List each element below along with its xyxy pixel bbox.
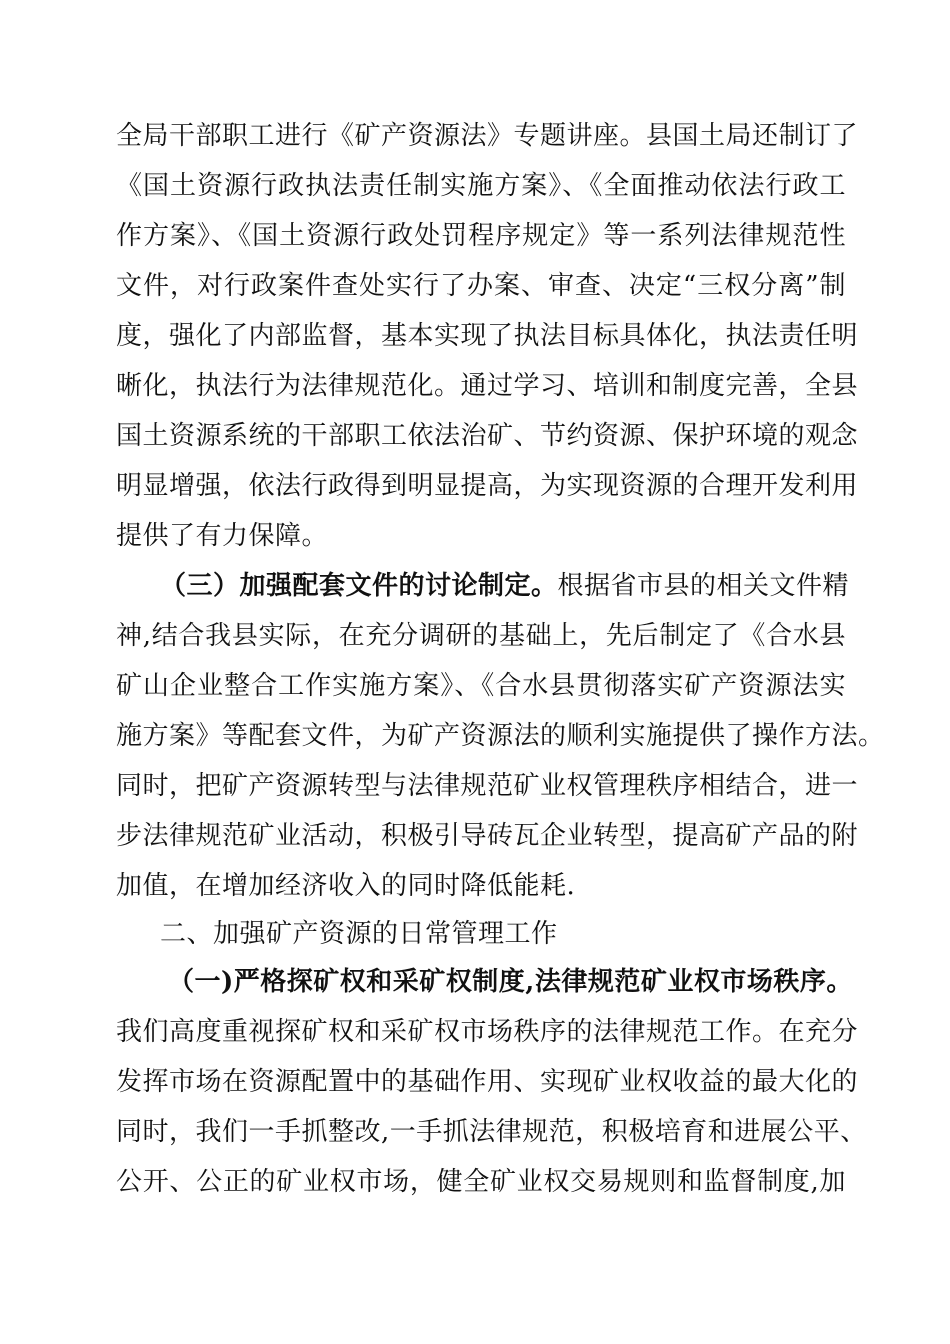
paragraph-line: 提供了有力保障。 (116, 521, 329, 551)
paragraph-line: 步法律规范矿业活动，积极引导砖瓦企业转型，提高矿产品的附 (116, 821, 859, 851)
subsection-heading: （一)严格探矿权和采矿权制度,法律规范矿业权市场秩序。 (168, 967, 853, 997)
paragraph-line: 同时，我们一手抓整改,一手抓法律规范，积极培育和进展公平、 (116, 1117, 867, 1147)
paragraph-line: 度，强化了内部监督，基本实现了执法目标具体化，执法责任明 (116, 321, 859, 351)
paragraph-line: 国土资源系统的干部职工依法治矿、节约资源、保护环境的观念 (116, 421, 859, 451)
paragraph-line: 施方案》等配套文件，为矿产资源法的顺利实施提供了操作方法。 (116, 721, 885, 751)
paragraph-line: 明显增强，依法行政得到明显提高，为实现资源的合理开发利用 (116, 471, 859, 501)
paragraph-line: 文件，对行政案件查处实行了办案、审查、决定“三权分离”制 (116, 271, 846, 301)
paragraph-line: 全局干部职工进行《矿产资源法》专题讲座。县国土局还制订了 (116, 121, 859, 151)
paragraph-line: 神,结合我县实际，在充分调研的基础上，先后制定了《合水县 (116, 621, 846, 651)
paragraph-line: 矿山企业整合工作实施方案》、《合水县贯彻落实矿产资源法实 (116, 671, 846, 701)
paragraph-line: 加值，在增加经济收入的同时降低能耗. (116, 871, 576, 901)
part-heading: 二、加强矿产资源的日常管理工作 (160, 919, 558, 949)
paragraph-line: 发挥市场在资源配置中的基础作用、实现矿业权收益的最大化的 (116, 1067, 859, 1097)
section-text: 根据省市县的相关文件精 (557, 571, 850, 601)
section-heading: （三）加强配套文件的讨论制定。 (160, 571, 558, 601)
paragraph-line: 晰化，执法行为法律规范化。通过学习、培训和制度完善，全县 (116, 371, 859, 401)
paragraph-line: 公开、公正的矿业权市场，健全矿业权交易规则和监督制度,加 (116, 1167, 846, 1197)
section-heading-line (160, 566, 850, 606)
paragraph-line: 作方案》、《国土资源行政处罚程序规定》等一系列法律规范性 (116, 221, 846, 251)
paragraph-line: 我们高度重视探矿权和采矿权市场秩序的法律规范工作。在充分 (116, 1017, 859, 1047)
paragraph-line: 《国土资源行政执法责任制实施方案》、《全面推动依法行政工 (116, 171, 846, 201)
paragraph-line: 同时，把矿产资源转型与法律规范矿业权管理秩序相结合，进一 (116, 771, 859, 801)
